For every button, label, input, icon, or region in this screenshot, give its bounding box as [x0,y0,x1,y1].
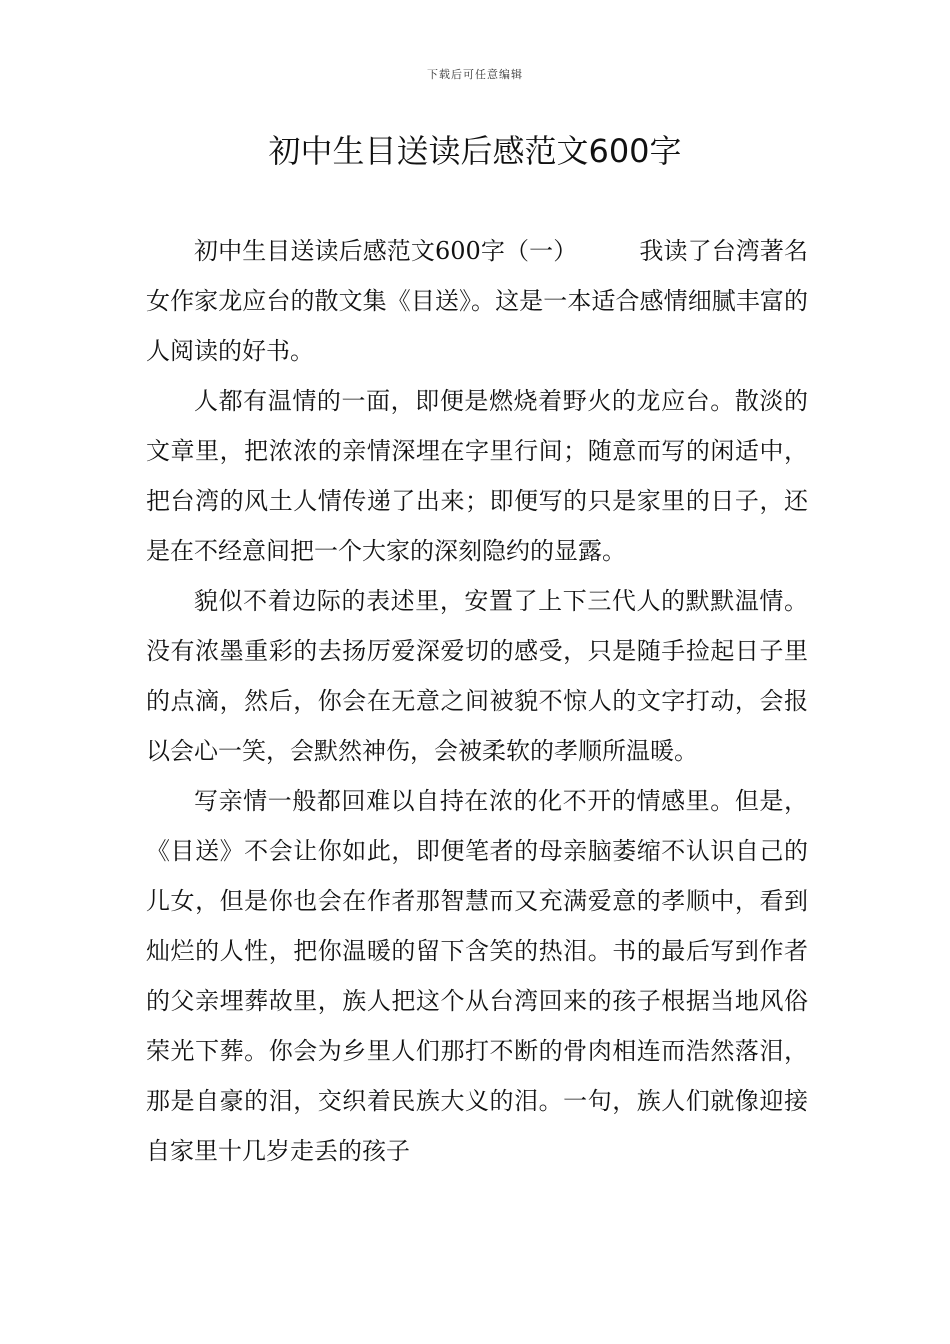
paragraph-2: 人都有温情的一面，即便是燃烧着野火的龙应台。散淡的文章里，把浓浓的亲情深埋在字里行间；随意而写的闲适中，把台湾的风土人情传递了出来；即便写的只是家里的日子，还是在不经意间把一个大家的深刻隐约的显露。 [146,387,808,565]
paragraph-1-text: 我读了台湾著名女作家龙应台的散文集《目送》。这是一本适合感情细腻丰富的人阅读的好书。 [146,237,809,365]
article-body [146,226,808,1176]
download-note: 下载后可任意编辑 [427,68,523,81]
paragraph-4: 写亲情一般都回难以自持在浓的化不开的情感里。但是，《目送》不会让你如此，即便笔者的母亲脑萎缩不认识自己的儿女，但是你也会在作者那智慧而又充满爱意的孝顺中，看到灿烂的人性，把你温暖的留下含笑的热泪。书的最后写到作者的父亲埋葬故里，族人把这个从台湾回来的孩子根据当地风俗荣光下葬。你会为乡里人们那打不断的骨肉相连而浩然落泪，那是自豪的泪，交织着民族大义的泪。一句，族人们就像迎接自家里十几岁走丢的孩子 [146,787,808,1165]
paragraph-1 [146,226,808,376]
paragraph-1-heading: 初中生目送读后感范文600字（一） [194,237,578,265]
document-title: 初中生目送读后感范文600字 [268,132,682,170]
paragraph-3: 貌似不着边际的表述里，安置了上下三代人的默默温情。没有浓墨重彩的去扬厉爱深爱切的感受，只是随手捡起日子里的点滴，然后，你会在无意之间被貌不惊人的文字打动，会报以会心一笑，会默然神伤，会被柔软的孝顺所温暖。 [146,587,808,765]
